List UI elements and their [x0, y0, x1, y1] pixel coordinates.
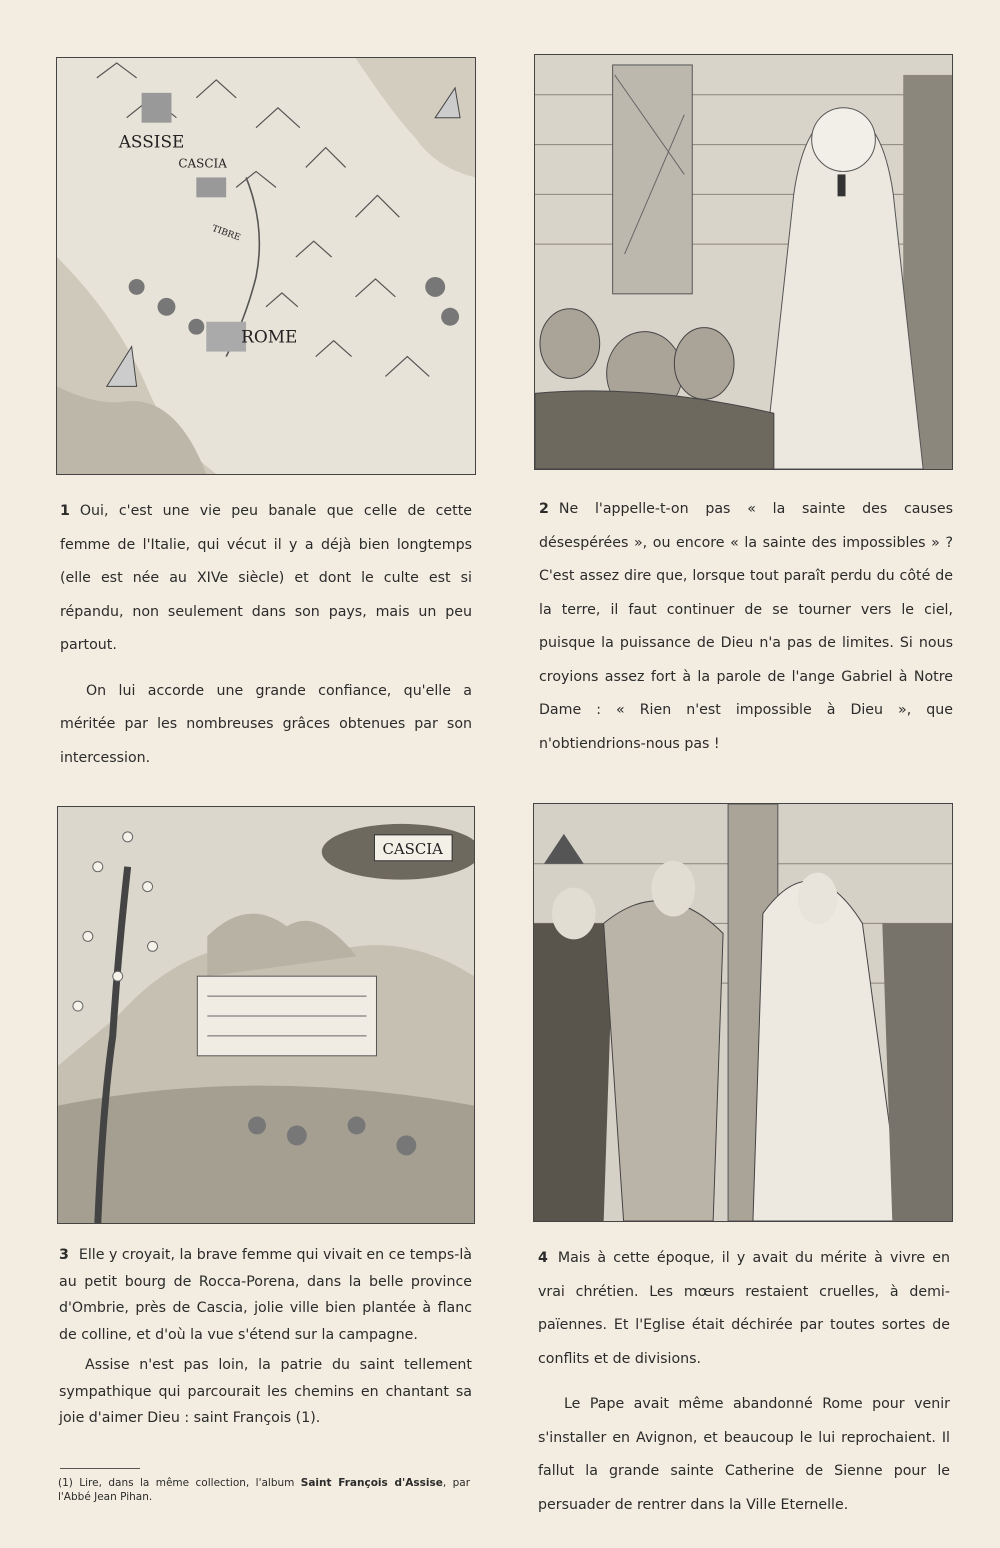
- pope-illustration: [533, 803, 953, 1222]
- pope-figure: [604, 901, 723, 1221]
- paragraph: Ne l'appelle-t-on pas « la sainte des causes désespérées », ou encore « la sainte des impossibles » ? C'est assez dire que, lorsque tout paraît perdu du côté de la terre, il faut continuer de se tourner vers le ciel, puisque la puissance de Dieu n'a pas de limites. Si nous croyions assez fort à la parole de l'ange Gabriel à Notre Dame : « Rien n'est impossible à Dieu », que n'obtiendrions-nous pas !: [539, 501, 953, 752]
- saint-illustration: [534, 54, 953, 470]
- panel-number: 4: [538, 1250, 548, 1266]
- paragraph: Le Pape avait même abandonné Rome pour venir s'installer en Avignon, et beaucoup le lui reprochaient. Il fallut la grande sainte Catherine de Sienne pour le persuader de rentrer dans la Ville Eternelle.: [538, 1396, 950, 1513]
- map-illustration: [56, 57, 476, 475]
- paragraph: Elle y croyait, la brave femme qui vivait en ce temps-là au petit bourg de Rocca-Porena, dans la belle province d'Ombrie, près de Cascia, jolie ville bien plantée à flanc de colline, et d'où la vue s'étend sur la campagne.: [59, 1247, 472, 1343]
- map-label-cascia: CASCIA: [178, 156, 227, 171]
- footnote-rule: [60, 1468, 140, 1469]
- panel-number: 1: [60, 503, 70, 519]
- footnote-prefix: (1) Lire, dans la même collection, l'album: [58, 1477, 301, 1489]
- panel-1-text: [60, 495, 472, 775]
- saint-drawing: [535, 55, 952, 469]
- panel-number: 2: [539, 501, 549, 517]
- map-drawing: [57, 58, 475, 474]
- panel-2-text: [539, 493, 953, 761]
- paragraph: On lui accorde une grande confiance, qu'elle a méritée par les nombreuses grâces obtenues par son intercession.: [60, 682, 472, 766]
- map-label-tibre: TIBRE: [210, 223, 242, 244]
- paragraph: Assise n'est pas loin, la patrie du saint tellement sympathique qui parcourait les chemins en chantant sa joie d'aimer Dieu : saint François (1).: [59, 1357, 472, 1426]
- panel-3-text: [59, 1242, 472, 1432]
- panel-4-text: [538, 1242, 950, 1522]
- rome-city-icon: [206, 322, 246, 352]
- pope-drawing: [534, 804, 952, 1221]
- landscape-drawing: [58, 807, 474, 1223]
- map-label-assise: ASSISE: [118, 131, 185, 152]
- footnote-suffix: , par l'Abbé Jean Pihan.: [58, 1477, 471, 1503]
- paragraph: Mais à cette époque, il y avait du mérite à vivre en vrai chrétien. Les mœurs restaient cruelles, à demi-païennes. Et l'Eglise était déchirée par toutes sortes de conflits et de divisions.: [538, 1250, 950, 1367]
- paragraph: Oui, c'est une vie peu banale que celle de cette femme de l'Italie, qui vécut il y a déjà bien longtemps (elle est née au XIVe siècle) et dont le culte est si répandu, non seulement dans son pays, mais un peu partout.: [60, 503, 472, 653]
- cross-icon: [838, 174, 846, 196]
- map-label-rome: ROME: [241, 326, 298, 347]
- footnote: [58, 1476, 470, 1504]
- landscape-illustration: [57, 806, 475, 1224]
- assise-castle-icon: [142, 93, 172, 123]
- footnote-title: Saint François d'Assise: [300, 1477, 443, 1489]
- banner-label: CASCIA: [382, 839, 443, 858]
- panel-number: 3: [59, 1247, 69, 1263]
- bishop-figure: [534, 923, 614, 1221]
